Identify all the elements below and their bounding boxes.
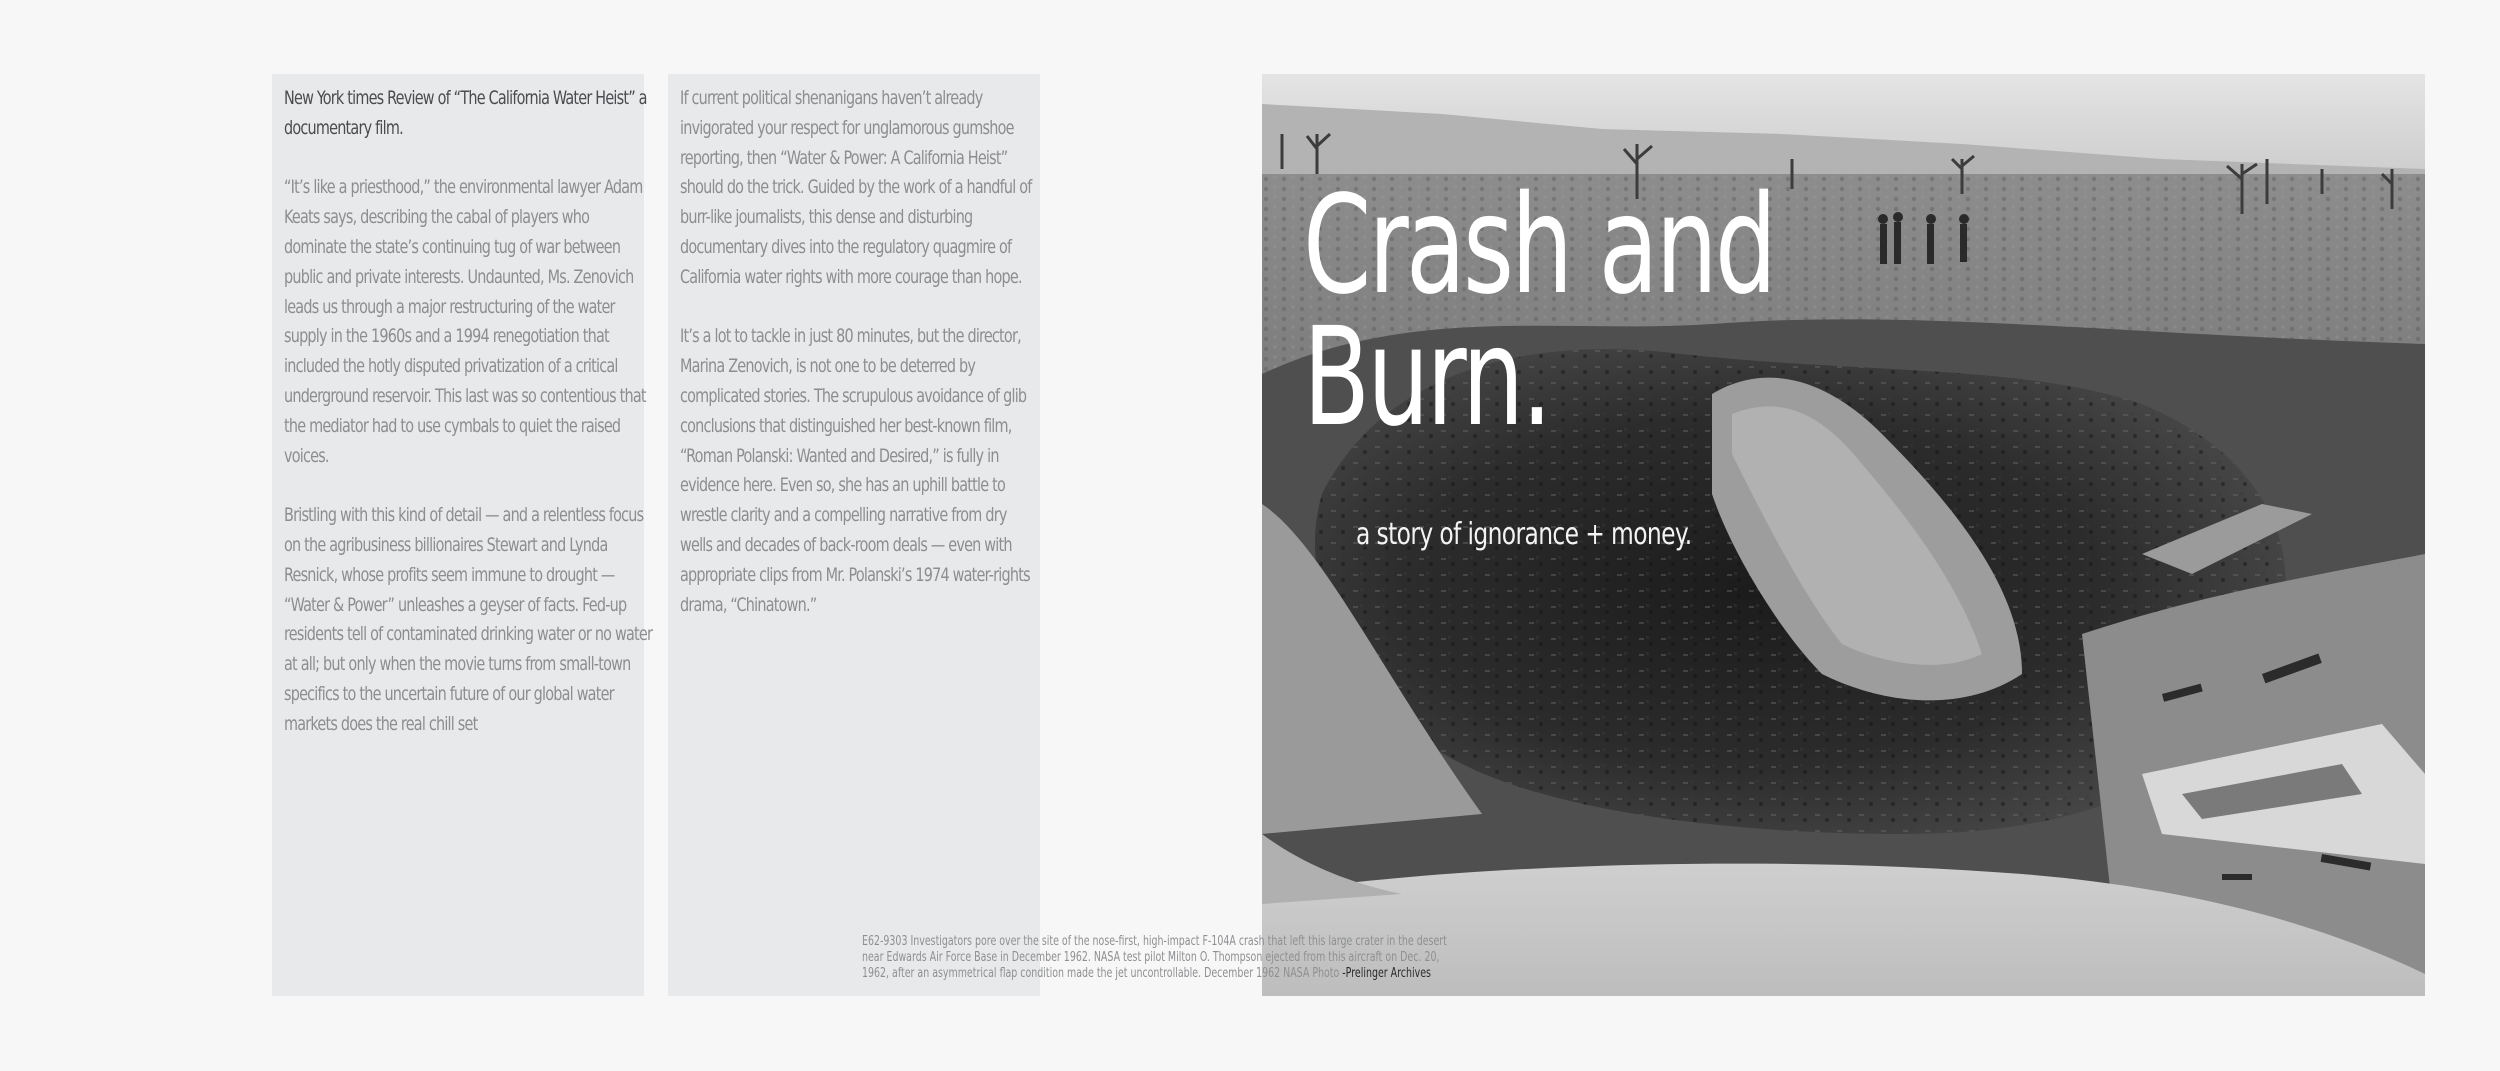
hero-title-line-1: Crash and <box>1303 167 1775 325</box>
review-text-left <box>284 84 654 769</box>
review-paragraph: If current political shenanigans haven’t already invigorated your respect for unglamorous gumshoe reporting, then “Water & Power: A California Heist” should do the trick. Guided by the work of a handful of burr-like journalists, this dense and disturbing documentary dives into the regulatory quagmire of California water rights with more courage than hope. <box>680 88 1032 288</box>
review-column-right <box>668 74 1040 996</box>
review-paragraph: Bristling with this kind of detail — and a relentless focus on the agribusiness billionaires Stewart and Lynda Resnick, whose profits seem immune to drought — “Water & Power” unleashes a geyser of facts. Fed-up residents tell of contaminated drinking water or no water at all; but only when the movie turns from small-town specifics to the uncertain future of our global water markets does the real chill set <box>284 505 653 735</box>
review-heading: New York times Review of “The California Water Heist” a documentary film. <box>284 88 647 139</box>
hero-title-line-2: Burn. <box>1303 299 1550 457</box>
crash-site-photo <box>1262 74 2425 996</box>
hero-subtitle: a story of ignorance + money. <box>1356 517 1692 552</box>
caption-text: E62-9303 Investigators pore over the site of the nose-first, high-impact F-104A crash that left this large crater in the desert near Edwards Air Force Base in December 1962. NASA test pilot Milton O. Thompson ejected from this aircraft on Dec. 20, 1962, after an asymmetrical flap condition made the jet uncontrollable. December 1962 NASA Photo <box>862 933 1447 981</box>
hero-title <box>1303 167 1775 457</box>
review-column-left <box>272 74 653 996</box>
photo-caption <box>862 933 1464 981</box>
caption-credit: -Prelinger Archives <box>1342 965 1431 981</box>
review-text-right <box>680 84 1033 650</box>
review-paragraph: “It’s like a priesthood,” the environmental lawyer Adam Keats says, describing the cabal of players who dominate the state’s continuing tug of war between public and private interests. Undaunted, Ms. Zenovich leads us through a major restructuring of the water supply in the 1960s and a 1994 renegotiation that included the hotly disputed privatization of a critical underground reservoir. This last was so contentious that the mediator had to use cymbals to quiet the raised voices. <box>284 177 646 467</box>
review-paragraph: It’s a lot to tackle in just 80 minutes, but the director, Marina Zenovich, is not one to be deterred by complicated stories. The scrupulous avoidance of glib conclusions that distinguished her best-known film, “Roman Polanski: Wanted and Desired,” is fully in evidence here. Even so, she has an uphill battle to wrestle clarity and a compelling narrative from dry wells and decades of back-room deals — even with appropriate clips from Mr. Polanski’s 1974 water-rights drama, “Chinatown.” <box>680 326 1030 616</box>
